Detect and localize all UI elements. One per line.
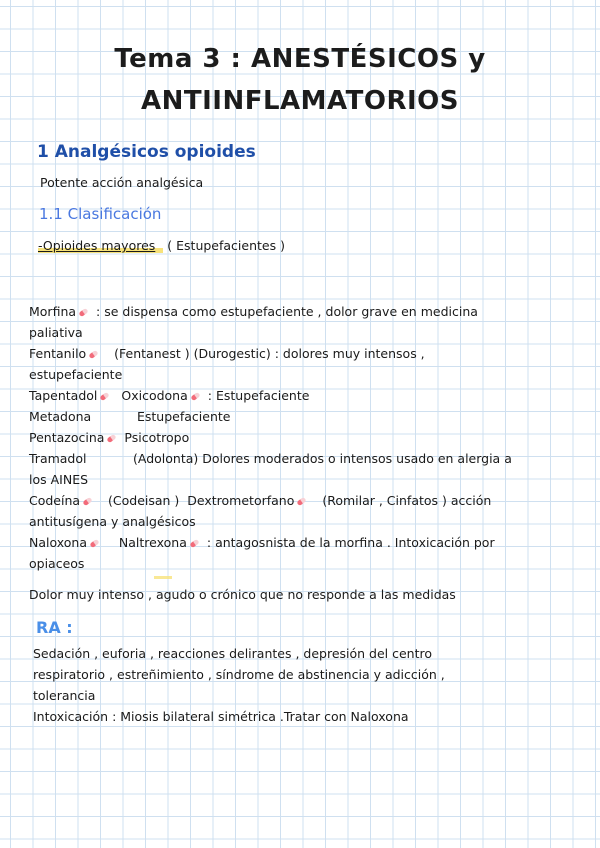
drug-name: Naloxona: [29, 535, 87, 550]
pill-icon: [78, 307, 88, 316]
drug-line-tramadol: [29, 451, 87, 466]
group-label: -Opioides mayores: [38, 238, 163, 253]
ra-line: Intoxicación : Miosis bilateral simétrica .Tratar con Naloxona: [33, 709, 409, 724]
drug-name: Oxicodona: [121, 388, 188, 403]
ra-line: respiratorio , estreñimiento , síndrome de abstinencia y adicción ,: [33, 667, 445, 682]
drug-line-morfina-cont: paliativa: [29, 325, 83, 340]
group-paren: ( Estupefacientes ): [167, 238, 285, 253]
drug-desc: (Romilar , Cinfatos ) acción: [322, 493, 492, 508]
drug-name: Metadona: [29, 409, 92, 424]
drug-desc: : antagosnista de la morfina . Intoxicación por: [206, 535, 495, 550]
pill-icon: [100, 391, 110, 400]
drug-name: Dextrometorfano: [187, 493, 295, 508]
drug-name: Naltrexona: [118, 535, 187, 550]
drug-name: Codeína: [29, 493, 81, 508]
drug-line-metadona: [29, 409, 91, 424]
pill-icon: [297, 496, 307, 505]
highlight-mark: [154, 576, 172, 579]
drug-line-fentanilo: [29, 346, 425, 361]
pill-icon: [89, 349, 99, 358]
drug-line-pentazocina: [29, 430, 189, 445]
ra-heading: RA :: [36, 618, 73, 637]
drug-desc: : se dispensa como estupefaciente , dolor grave en medicina: [96, 304, 478, 319]
pill-icon: [190, 391, 200, 400]
drug-line-naloxona-cont: opiaceos: [29, 556, 85, 571]
pill-icon: [107, 433, 117, 442]
section-heading: 1 Analgésicos opioides: [37, 142, 256, 162]
drug-desc: Psicotropo: [124, 430, 190, 445]
drug-line-tramadol-cont: los AINES: [29, 472, 89, 487]
drug-name: Tapentadol: [29, 388, 98, 403]
drug-name: Pentazocina: [29, 430, 105, 445]
drug-name: Morfina: [29, 304, 77, 319]
drug-desc: : Estupefaciente: [207, 388, 310, 403]
subsection-heading: 1.1 Clasificación: [39, 205, 162, 223]
drug-line-codeina-cont: antitusígena y analgésicos: [29, 514, 196, 529]
ra-line: Sedación , euforia , reacciones delirantes , depresión del centro: [33, 646, 433, 661]
pill-icon: [89, 538, 99, 547]
pill-icon: [82, 496, 92, 505]
drug-line-morfina: [29, 304, 478, 319]
group-heading: [38, 238, 285, 253]
page-title-line-2: ANTIINFLAMATORIOS: [140, 86, 459, 116]
drug-line-fentanilo-cont: estupefaciente: [29, 367, 123, 382]
section-text: Potente acción analgésica: [40, 175, 204, 190]
drug-line-tapentadol: [29, 388, 309, 403]
drug-name: Tramadol: [29, 451, 87, 466]
page-title-line-1: Tema 3 : ANESTÉSICOS y: [114, 44, 486, 74]
drug-line-naloxona: [29, 535, 495, 550]
drug-desc: (Codeisan ): [108, 493, 180, 508]
drug-name: Fentanilo: [29, 346, 87, 361]
drug-desc-metadona: Estupefaciente: [137, 409, 231, 424]
drug-desc: (Fentanest ) (Durogestic) : dolores muy intensos ,: [114, 346, 425, 361]
ra-line: tolerancia: [33, 688, 96, 703]
pill-icon: [189, 538, 199, 547]
pain-note: Dolor muy intenso , agudo o crónico que no responde a las medidas: [29, 587, 456, 602]
drug-desc-tramadol: (Adolonta) Dolores moderados o intensos usado en alergia a: [133, 451, 512, 466]
drug-line-codeina: [29, 493, 491, 508]
